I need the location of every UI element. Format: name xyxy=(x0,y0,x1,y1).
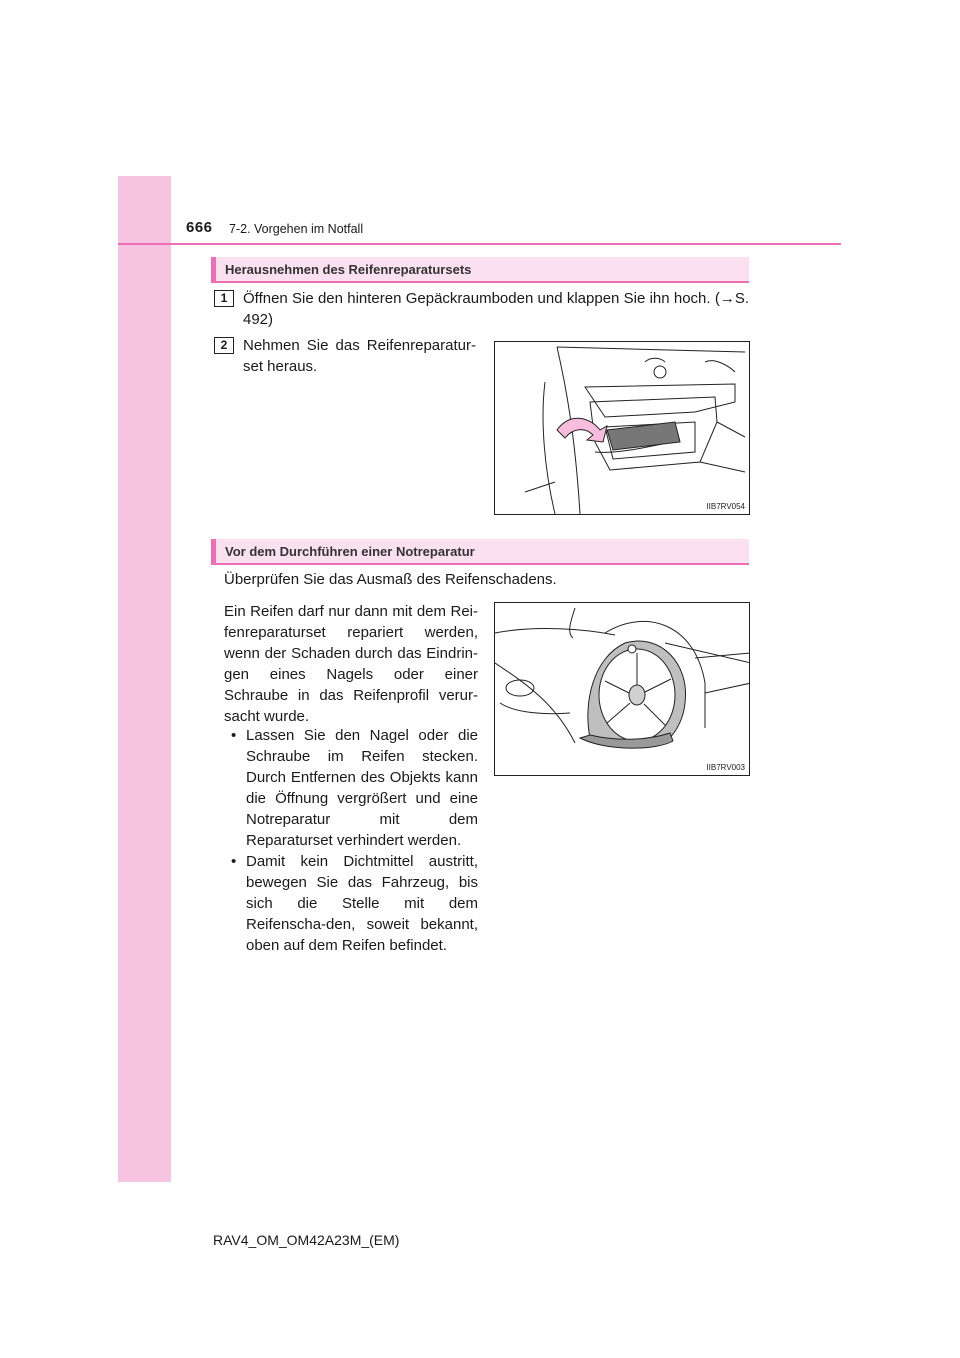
figure-code: IIB7RV003 xyxy=(706,763,745,772)
section-heading-text: Vor dem Durchführen einer Notreparatur xyxy=(225,544,475,559)
section-heading-before-repair xyxy=(211,539,749,565)
flat-tire-icon xyxy=(495,603,750,776)
section-heading-text: Herausnehmen des Reifenreparatursets xyxy=(225,262,472,277)
intro-text: Überprüfen Sie das Ausmaß des Reifenschadens. xyxy=(224,571,557,588)
bullet-item: • Lassen Sie den Nagel oder die Schraube im Reifen stecken. Durch Entfernen des Objekts kann die Öffnung vergrößert und eine Notreparatur mit dem Reparaturset verhindert werden. xyxy=(224,725,478,851)
damage-paragraph: Ein Reifen darf nur dann mit dem Rei-fenreparaturset repariert werden, wenn der Schaden durch das Eindrin-gen eines Nagels oder einer Schraube in das Reifenprofil verur-sacht wurde. xyxy=(224,603,478,725)
figure-code: IIB7RV054 xyxy=(706,502,745,511)
trunk-repair-kit-icon xyxy=(495,342,750,515)
page-number: 666 xyxy=(186,219,213,236)
flat-tire-figure xyxy=(494,602,750,776)
step-1-text: Öffnen Sie den hinteren Gepäckraumboden und klappen Sie ihn hoch. (→S. 492) xyxy=(243,290,749,328)
document-id-footer: RAV4_OM_OM42A23M_(EM) xyxy=(213,1232,400,1248)
bullet-item: • Damit kein Dichtmittel austritt, bewegen Sie das Fahrzeug, bis sich die Stelle mit dem Reifenscha-den, soweit bekannt, oben auf dem Reifen befindet. xyxy=(224,851,478,956)
step-2-badge: 2 xyxy=(214,337,234,354)
step-1-badge: 1 xyxy=(214,290,234,307)
chapter-side-band xyxy=(118,176,171,1182)
trunk-repair-kit-figure xyxy=(494,341,750,515)
bullet-list xyxy=(224,725,478,956)
header-rule xyxy=(118,243,841,245)
breadcrumb: 7-2. Vorgehen im Notfall xyxy=(229,222,364,236)
step-2-text: Nehmen Sie das Reifenreparatur-set heraus. xyxy=(243,337,476,375)
section-heading-remove-kit xyxy=(211,257,749,283)
